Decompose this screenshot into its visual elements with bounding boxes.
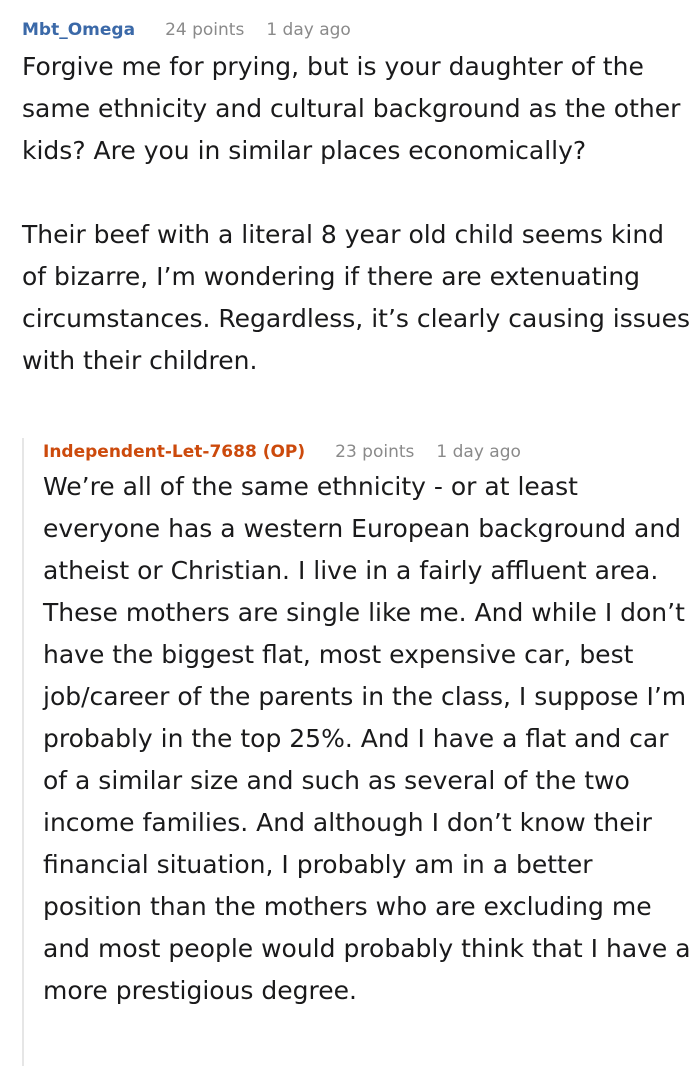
- comment-paragraph: Forgive me for prying, but is your daughter of the same ethnicity and cultural background as the other kids? Are you in similar places economically?: [22, 52, 681, 165]
- comment-points: 23 points: [335, 442, 415, 462]
- comment-meta: [43, 438, 693, 466]
- comment: [22, 16, 692, 382]
- reply-content: [43, 438, 693, 1012]
- comment-author-link[interactable]: Independent-Let-7688 (OP): [43, 442, 306, 462]
- reply-comment: [22, 438, 700, 1066]
- comment-meta: [22, 16, 692, 44]
- comment-points: 24 points: [165, 20, 245, 40]
- comment-paragraph: We’re all of the same ethnicity - or at least everyone has a western European background and atheist or Christian. I live in a fairly affluent area. These mothers are single like me. And while I don’t have the biggest flat, most expensive car, best job/career of the parents in the class, I suppose I’m probably in the top 25%. And I have a flat and car of a similar size and such as several of the two income families. And although I don’t know their financial situation, I probably am in a better position than the mothers who are excluding me and most people would probably think that I have a more prestigious degree.: [43, 472, 691, 1005]
- comment-timestamp[interactable]: 1 day ago: [436, 442, 521, 462]
- comment-author-link[interactable]: Mbt_Omega: [22, 20, 136, 40]
- comment-paragraph: Their beef with a literal 8 year old child seems kind of bizarre, I’m wondering if there are extenuating circumstances. Regardless, it’s clearly causing issues with their children.: [22, 220, 691, 375]
- comment-timestamp[interactable]: 1 day ago: [266, 20, 351, 40]
